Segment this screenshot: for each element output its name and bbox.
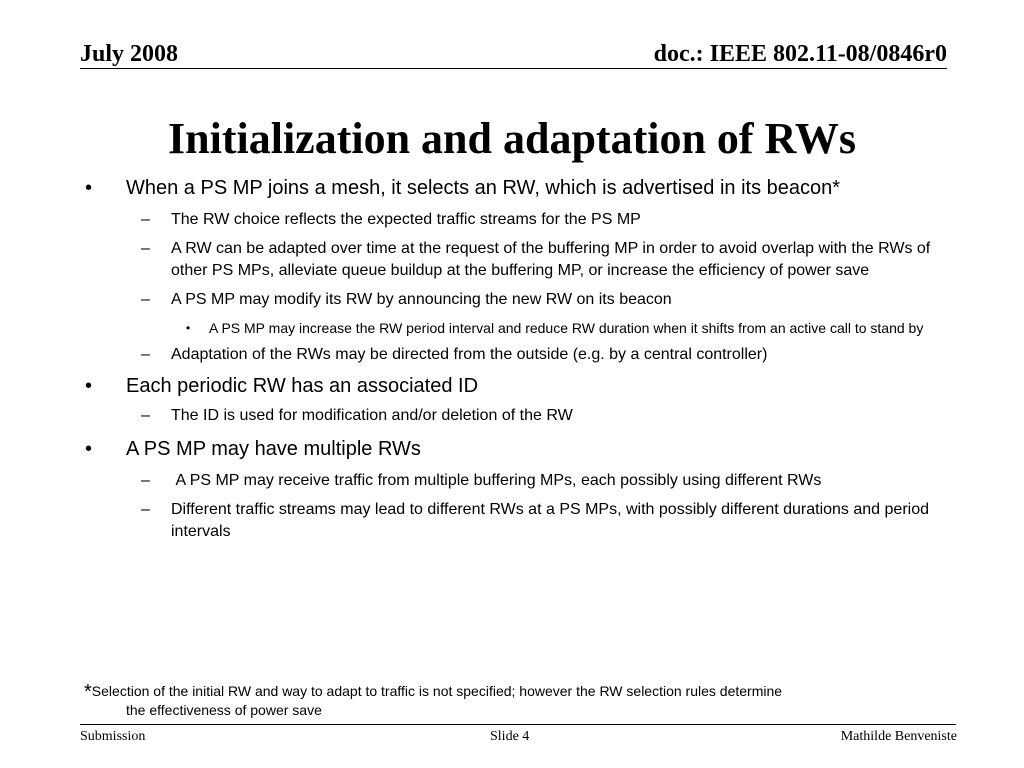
sub-bullet-item bbox=[0, 405, 1024, 427]
bullet-text: Each periodic RW has an associated ID bbox=[126, 375, 479, 397]
footer-divider bbox=[80, 724, 956, 725]
footer-slide-number: Slide 4 bbox=[490, 729, 530, 744]
footnote bbox=[84, 682, 964, 719]
sub-bullet-item bbox=[0, 238, 1024, 282]
dash-marker: – bbox=[141, 211, 150, 228]
bullet-item bbox=[0, 176, 1024, 200]
sub-bullet-text: A PS MP may modify its RW by announcing the new RW on its beacon bbox=[171, 291, 672, 308]
sub-bullet-item bbox=[0, 209, 1024, 231]
footer-submission: Submission bbox=[80, 729, 146, 744]
sub-sub-bullet-text: A PS MP may increase the RW period interval and reduce RW duration when it shifts from an active call to stand by bbox=[209, 320, 924, 336]
dash-marker: – bbox=[141, 291, 150, 308]
sub-sub-bullet-item bbox=[0, 319, 1024, 337]
slide-body bbox=[0, 172, 1024, 543]
sub-bullet-item bbox=[0, 499, 1024, 543]
sub-bullet-text: The ID is used for modification and/or deletion of the RW bbox=[171, 407, 573, 424]
sub-bullet-item bbox=[0, 344, 1024, 366]
header-date: July 2008 bbox=[80, 41, 179, 67]
bullet-text: When a PS MP joins a mesh, it selects an RW, which is advertised in its beacon* bbox=[126, 177, 841, 199]
sub-bullet-text: A PS MP may receive traffic from multiple buffering MPs, each possibly using different RWs bbox=[171, 472, 822, 489]
footnote-text: Selection of the initial RW and way to adapt to traffic is not specified; however the RW selection rules determine bbox=[91, 683, 783, 699]
sub-bullet-text: The RW choice reflects the expected traffic streams for the PS MP bbox=[171, 211, 641, 228]
bullet-marker: • bbox=[85, 375, 93, 397]
bullet-item bbox=[0, 437, 1024, 461]
bullet-marker: • bbox=[85, 438, 93, 460]
footnote-text-continued: the effectiveness of power save bbox=[126, 702, 322, 718]
sub-bullet-text: Adaptation of the RWs may be directed from the outside (e.g. by a central controller) bbox=[171, 346, 768, 363]
dash-marker: – bbox=[141, 346, 150, 363]
dash-marker: – bbox=[141, 501, 150, 518]
header-doc-id: doc.: IEEE 802.11-08/0846r0 bbox=[653, 41, 947, 67]
sub-bullet-item bbox=[0, 289, 1024, 311]
bullet-marker: • bbox=[85, 177, 93, 199]
sub-bullet-item bbox=[0, 470, 1024, 492]
header-divider bbox=[80, 68, 947, 69]
bullet-marker: • bbox=[186, 321, 191, 335]
sub-bullet-text: Different traffic streams may lead to different RWs at a PS MPs, with possibly different durations and period intervals bbox=[171, 501, 929, 540]
footnote-asterisk: * bbox=[84, 681, 92, 703]
footer-author: Mathilde Benveniste bbox=[840, 729, 957, 744]
slide-title: Initialization and adaptation of RWs bbox=[168, 114, 856, 163]
dash-marker: – bbox=[141, 240, 150, 257]
bullet-item bbox=[0, 374, 1024, 398]
sub-bullet-text: A RW can be adapted over time at the request of the buffering MP in order to avoid overlap with the RWs of other PS MPs, alleviate queue buildup at the buffering MP, or increase the efficiency of power save bbox=[171, 240, 931, 279]
bullet-text: A PS MP may have multiple RWs bbox=[126, 438, 421, 460]
dash-marker: – bbox=[141, 407, 150, 424]
dash-marker: – bbox=[141, 472, 150, 489]
